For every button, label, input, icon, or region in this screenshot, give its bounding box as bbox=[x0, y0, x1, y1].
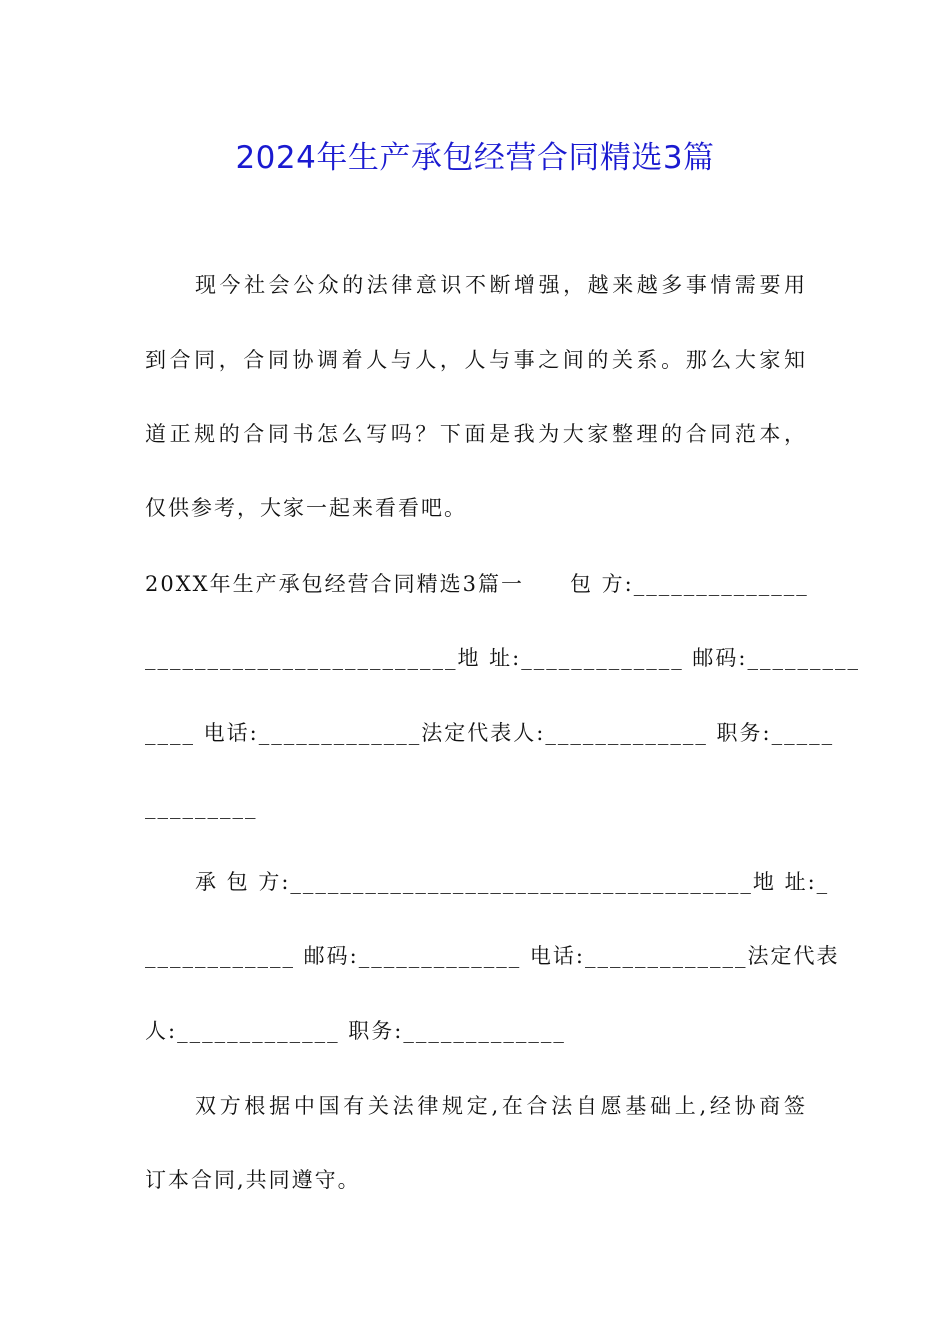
paragraph-line: 20XX年生产承包经营合同精选3篇一 包 方:______________ bbox=[145, 572, 809, 596]
paragraph-line: _________________________地 址:_____________ 邮码:_________ bbox=[145, 646, 861, 670]
paragraph-line: 到合同，合同协调着人与人，人与事之间的关系。那么大家知 bbox=[145, 348, 807, 372]
paragraph-line: 人:_____________ 职务:_____________ bbox=[145, 1019, 566, 1043]
paragraph-line: 道正规的合同书怎么写吗？下面是我为大家整理的合同范本， bbox=[145, 422, 807, 446]
paragraph-line: 仅供参考，大家一起来看看吧。 bbox=[145, 496, 467, 520]
paragraph-line: 订本合同,共同遵守。 bbox=[145, 1168, 361, 1192]
paragraph-line: 现今社会公众的法律意识不断增强，越来越多事情需要用 bbox=[195, 273, 807, 297]
paragraph-line: ____________ 邮码:_____________ 电话:_____________法定代表 bbox=[145, 944, 840, 968]
paragraph-line: 承 包 方:_____________________________________地 址:_ bbox=[195, 870, 830, 894]
document-title: 2024年生产承包经营合同精选3篇 bbox=[235, 140, 715, 176]
paragraph-line: ____ 电话:_____________法定代表人:_____________ 职务:_____ bbox=[145, 721, 835, 745]
paragraph-line: 双方根据中国有关法律规定,在合法自愿基础上,经协商签 bbox=[195, 1094, 807, 1118]
paragraph-line: _________ bbox=[145, 795, 258, 819]
